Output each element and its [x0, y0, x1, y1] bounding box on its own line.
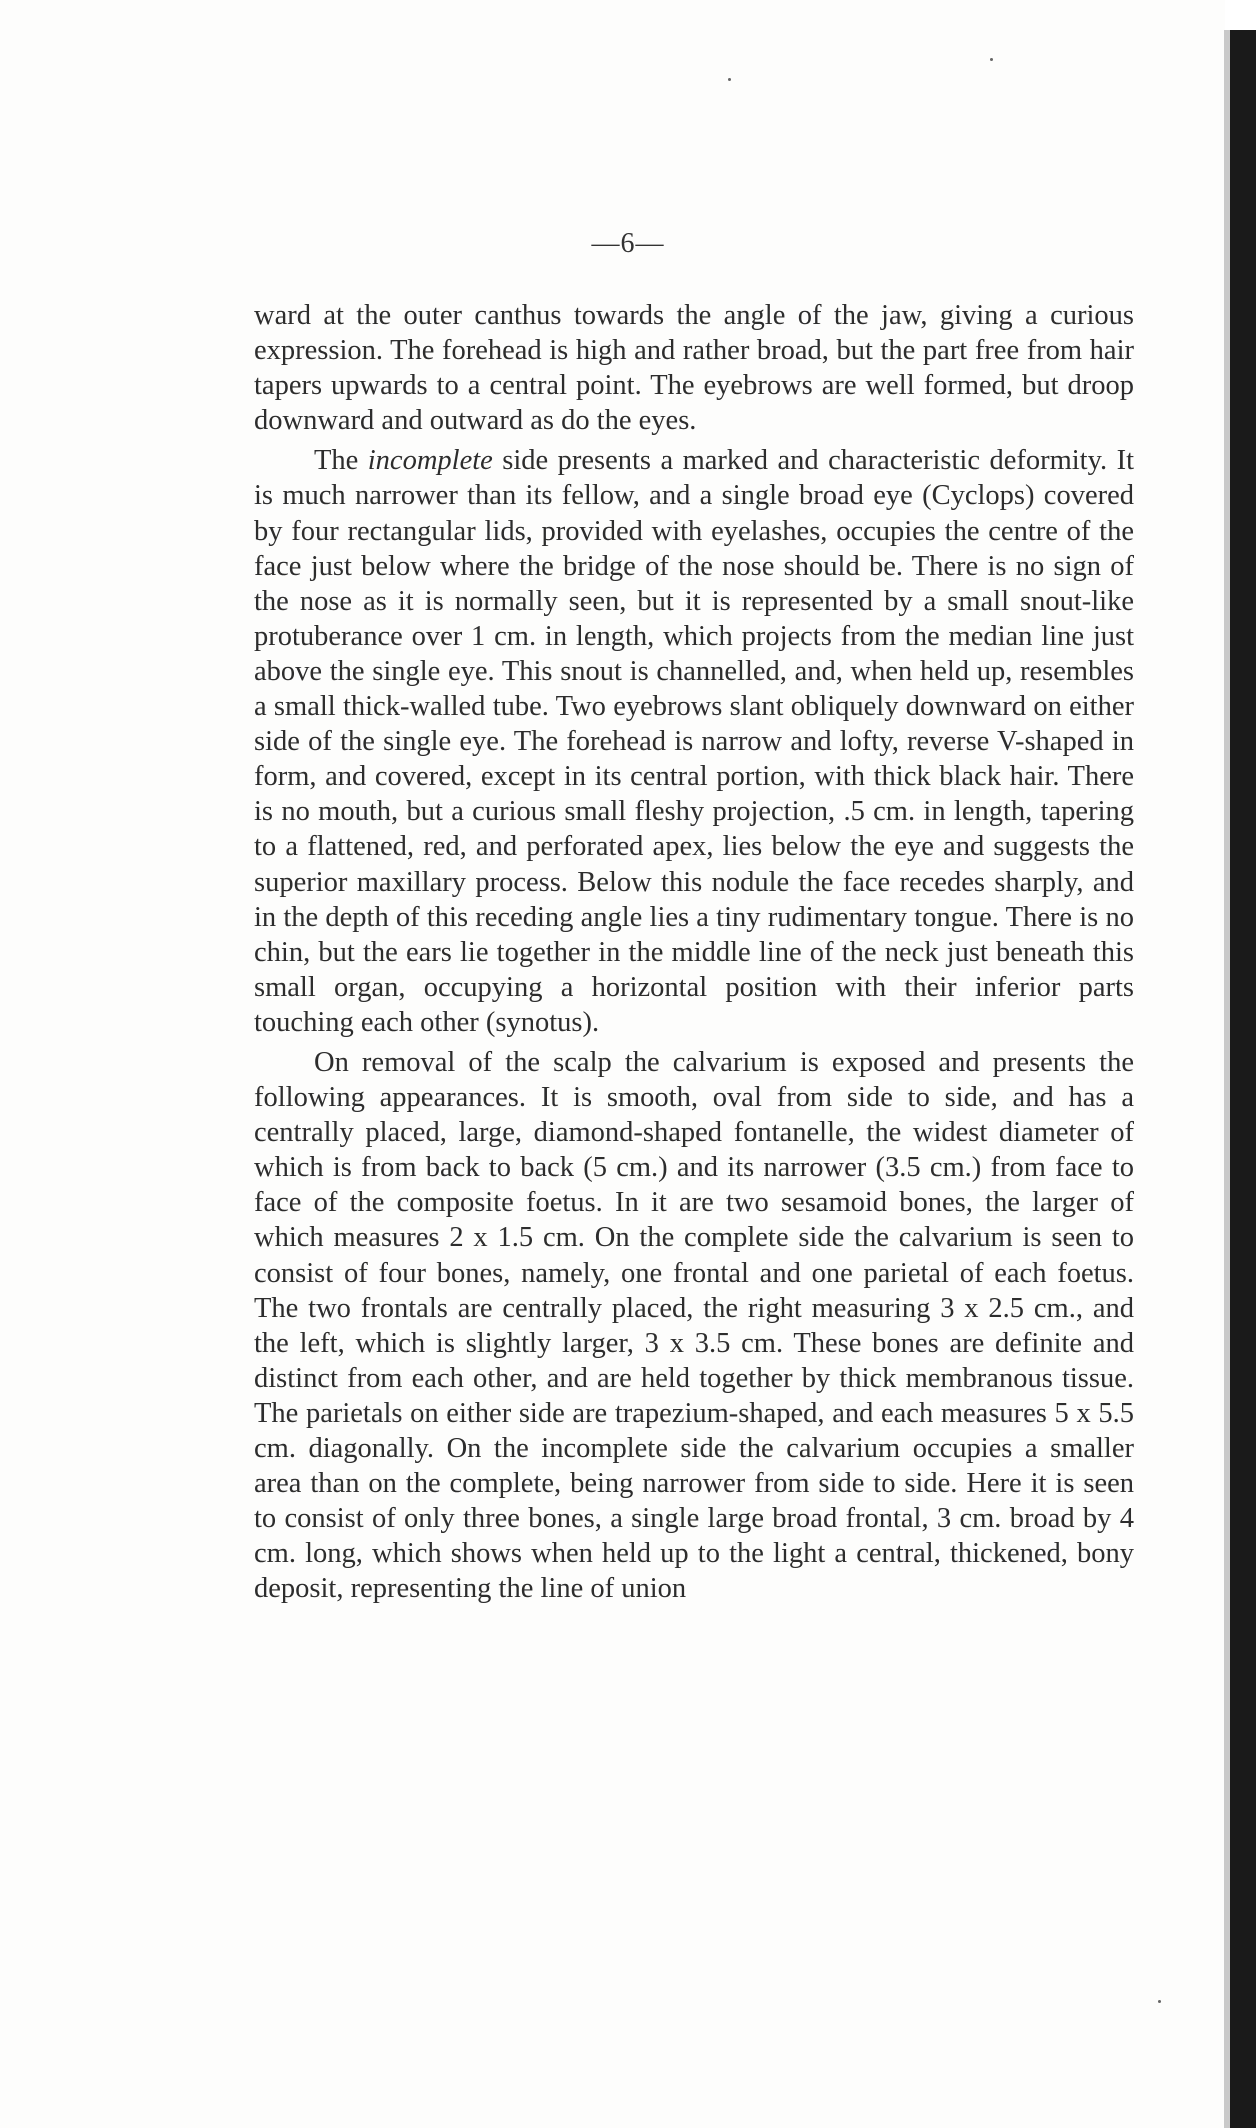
paragraph-2-body: side presents a marked and characteristic deformity. It is much narrower than its fellow, and a single broad eye (Cyclops) covered by four rectangular lids, provided with eyelashes, occupies the centre of the face just below where the bridge of the nose should be. There is no sign of the nose as it is normally seen, but it is represented by a small snout-like protuberance over 1 cm. in length, which projects from the median line just above the single eye. This snout is channelled, and, when held up, resembles a small thick-walled tube. Two eyebrows slant obliquely downward on either side of the single eye. The forehead is narrow and lofty, reverse V-shaped in form, and covered, except in its central portion, with thick black hair. There is no mouth, but a curious small fleshy projection, .5 cm. in length, tapering to a flattened, red, and perforated apex, lies below the eye and suggests the superior maxillary process. Below this nodule the face recedes sharply, and in the depth of this receding angle lies a tiny rudimentary tongue. There is no chin, but the ears lie together in the middle line of the neck just beneath this small organ, occupying a horizontal position with their inferior parts touching each other (synotus).	[254, 445, 1134, 1038]
paragraph-1: ward at the outer canthus towards the angle of the jaw, giving a curious expression. The forehead is high and rather broad, but the part free from hair tapers upwards to a central point. The eyebrows are well formed, but droop downward and outward as do the eyes.	[254, 300, 1134, 437]
scan-speck	[990, 58, 993, 61]
paragraph-3: On removal of the scalp the calvarium is exposed and presents the following appearances. It is smooth, oval from side to side, and has a centrally placed, large, diamond-shaped fontanelle, the widest diameter of which is from back to back (5 cm.) and its narrower (3.5 cm.) from face to face of the composite foetus. In it are two sesamoid bones, the larger of which measures 2 x 1.5 cm. On the complete side the calvarium is seen to consist of four bones, namely, one frontal and one parietal of each foetus. The two frontals are centrally placed, the right measuring 3 x 2.5 cm., and the left, which is slightly larger, 3 x 3.5 cm. These bones are definite and distinct from each other, and are held together by thick membranous tissue. The parietals on either side are trapezium-shaped, and each measures 5 x 5.5 cm. diagonally. On the incomplete side the calvarium occupies a smaller area than on the complete, being narrower from side to side. Here it is seen to consist of only three bones, a single large broad frontal, 3 cm. broad by 4 cm. long, which shows when held up to the light a central, thickened, bony deposit, representing the line of union	[254, 1046, 1134, 1605]
body-text	[254, 298, 1134, 1611]
page-number: —6—	[591, 228, 665, 259]
scan-border	[1230, 30, 1256, 2128]
emphasis-incomplete: incomplete	[367, 445, 493, 477]
paragraph-2-lead: The	[314, 445, 368, 477]
scan-speck	[728, 78, 731, 81]
scan-speck	[1158, 2000, 1161, 2003]
paragraph-2	[254, 443, 1134, 1040]
